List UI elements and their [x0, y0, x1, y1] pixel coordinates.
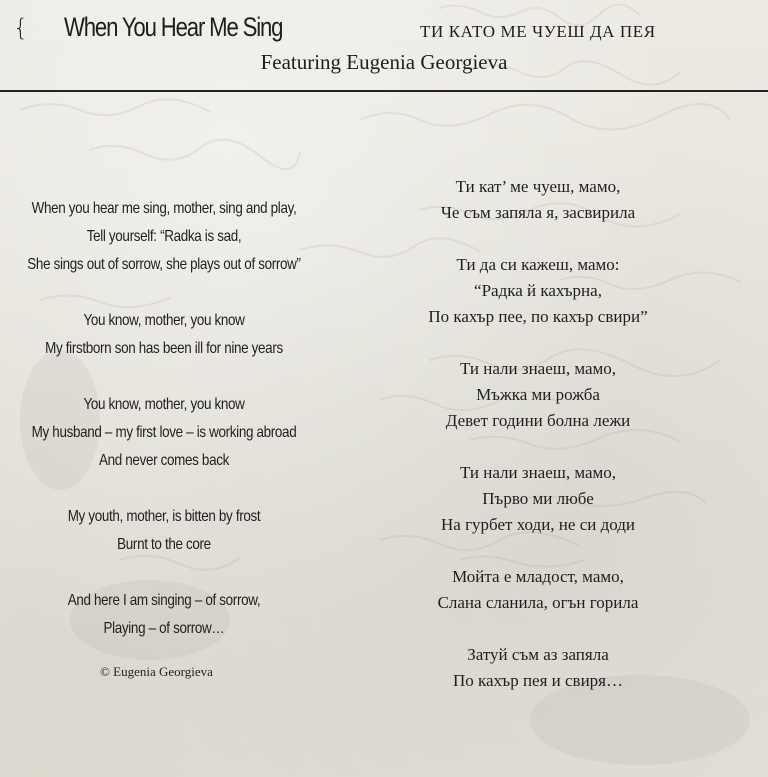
- lyric-line-bg: Слана сланила, огън горила: [437, 593, 639, 612]
- header-divider: [0, 90, 768, 92]
- lyric-line-en: Burnt to the core: [117, 536, 211, 553]
- lyric-line-en: She sings out of sorrow, she plays out of sorrow”: [27, 256, 301, 273]
- stanza-bg-4: [400, 460, 676, 538]
- lyric-line-en: Playing – of sorrow…: [103, 620, 225, 637]
- stanza-bg-1: [400, 174, 676, 226]
- lyric-line-en: My youth, mother, is bitten by frost: [67, 508, 261, 525]
- lyric-line-bg: Мойта е младост, мамо,: [452, 567, 624, 586]
- lyric-line-en: My firstborn son has been ill for nine years: [45, 340, 283, 357]
- lyric-line-en: When you hear me sing, mother, sing and play,: [31, 200, 297, 217]
- lyric-line-bg: По кахър пее, по кахър свири”: [428, 307, 648, 326]
- lyric-line-bg: Че съм запяла я, засвирила: [440, 203, 636, 222]
- song-title-bulgarian: ТИ КАТО МЕ ЧУЕШ ДА ПЕЯ: [420, 22, 656, 41]
- lyric-line-bg: Ти нали знаеш, мамо,: [459, 359, 617, 378]
- lyric-line-en: And never comes back: [98, 452, 229, 469]
- copyright-notice: © Eugenia Georgieva: [100, 664, 213, 679]
- stanza-en-4: [0, 503, 328, 559]
- stanza-bg-6: [400, 642, 676, 694]
- featuring-credit: Featuring Eugenia Georgieva: [260, 50, 508, 74]
- lyric-line-bg: Ти кат’ ме чуеш, мамо,: [455, 177, 621, 196]
- lyrics-english-column: [0, 195, 328, 671]
- song-title-english: When You Hear Me Sing: [64, 12, 283, 42]
- lyric-line-bg: На гурбет ходи, не си доди: [441, 515, 635, 534]
- lyric-line-bg: Мъжка ми рожба: [476, 385, 600, 404]
- lyric-line-bg: По кахър пея и свиря…: [452, 671, 624, 690]
- lyric-line-bg: Девет години болна лежи: [445, 411, 631, 430]
- lyrics-bulgarian-column: [400, 174, 676, 720]
- lyric-line-bg: Затуй съм аз запяла: [467, 645, 609, 664]
- lyric-line-bg: Първо ми любе: [482, 489, 594, 508]
- lyric-line-en: And here I am singing – of sorrow,: [67, 592, 261, 609]
- page-header: [0, 0, 768, 92]
- lyric-line-en: My husband – my first love – is working abroad: [31, 424, 297, 441]
- stanza-en-3: [0, 391, 328, 475]
- stanza-bg-3: [400, 356, 676, 434]
- stanza-en-2: [0, 307, 328, 363]
- stanza-en-5: [0, 587, 328, 643]
- opening-brace: {: [13, 14, 29, 42]
- lyric-line-en: You know, mother, you know: [83, 396, 245, 413]
- stanza-en-1: [0, 195, 328, 279]
- lyric-line-bg: “Радка й кахърна,: [474, 281, 602, 300]
- stanza-bg-2: [400, 252, 676, 330]
- lyric-line-en: You know, mother, you know: [83, 312, 245, 329]
- lyric-line-bg: Ти да си кажеш, мамо:: [456, 255, 620, 274]
- lyric-line-bg: Ти нали знаеш, мамо,: [459, 463, 617, 482]
- lyric-line-en: Tell yourself: “Radka is sad,: [86, 228, 242, 245]
- stanza-bg-5: [400, 564, 676, 616]
